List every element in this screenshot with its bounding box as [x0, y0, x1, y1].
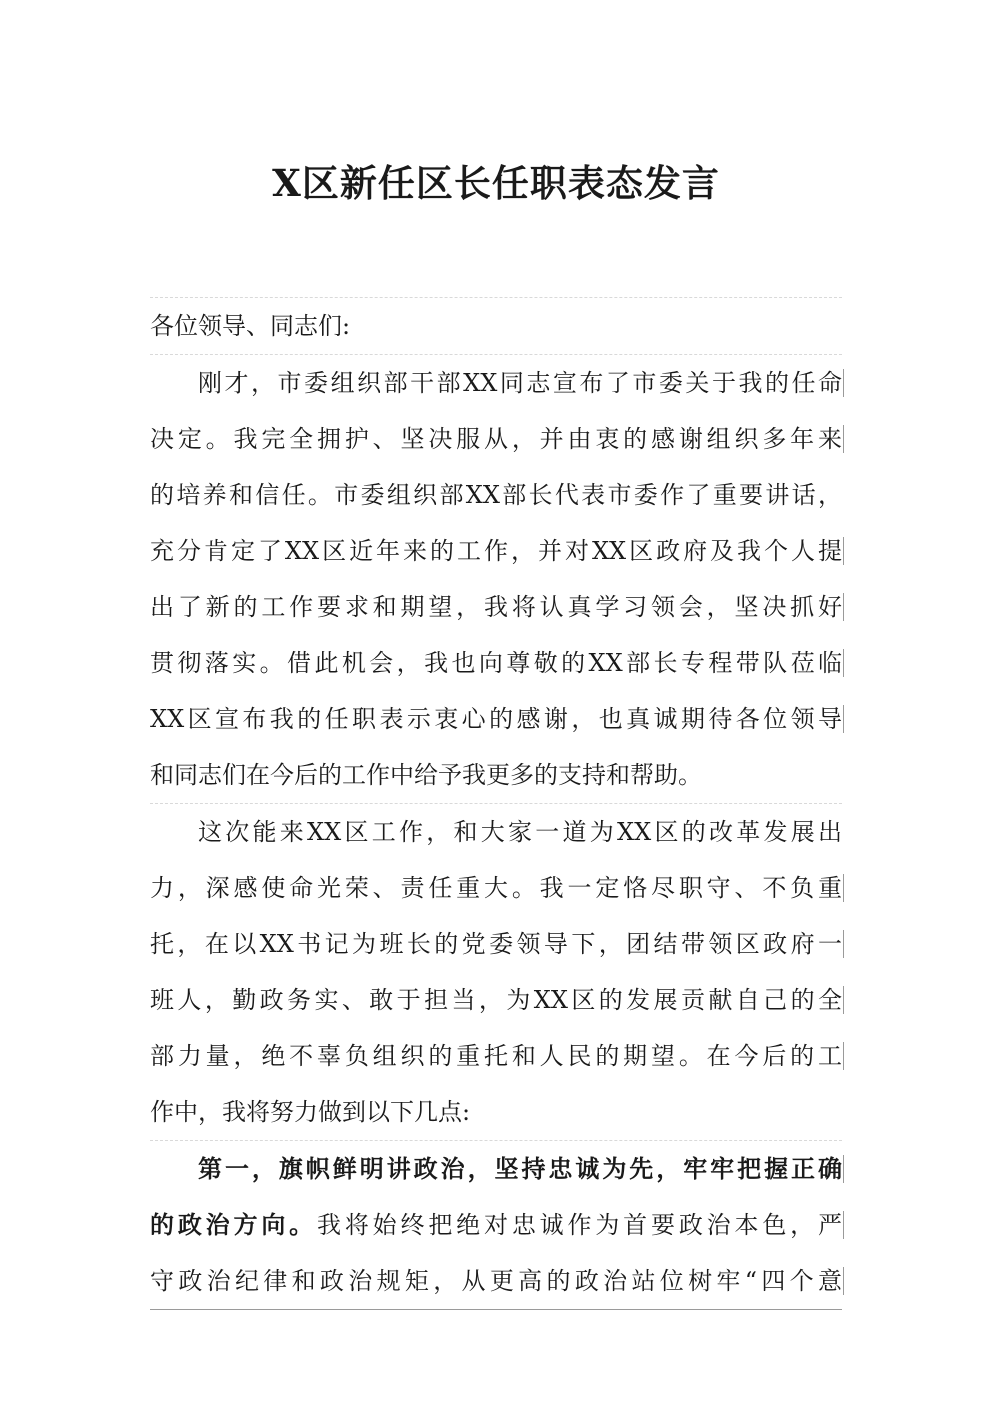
paragraph-line: 力，深感使命光荣、责任重大。我一定恪尽职守、不负重	[150, 860, 842, 916]
paragraph-line: 部力量，绝不辜负组织的重托和人民的期望。在今后的工	[150, 1028, 842, 1084]
document-body	[150, 297, 842, 1310]
paragraph-text: 我将始终把绝对忠诚作为首要政治本色，严	[317, 1211, 842, 1239]
bold-lead-text: 第一，旗帜鲜明讲政治，坚持忠诚为先，牢牢把握正确	[198, 1155, 842, 1183]
paragraph-line: 的培养和信任。市委组织部XX部长代表市委作了重要讲话，	[150, 481, 842, 509]
paragraph-line: 班人，勤政务实、敢于担当，为XX区的发展贡献自己的全	[150, 972, 842, 1028]
document-title: X区新任区长任职表态发言	[272, 161, 720, 205]
bold-lead-text: 的政治方向。	[150, 1211, 317, 1239]
paragraph-1	[150, 355, 842, 804]
paragraph-line: 托，在以XX书记为班长的党委领导下，团结带领区政府一	[150, 916, 842, 972]
paragraph-line: 充分肯定了XX区近年来的工作，并对XX区政府及我个人提	[150, 523, 842, 579]
paragraph-line	[150, 1141, 842, 1197]
paragraph-line: 决定。我完全拥护、坚决服从，并由衷的感谢组织多年来	[150, 411, 842, 467]
paragraph-line: 这次能来XX区工作，和大家一道为XX区的改革发展出	[198, 818, 842, 846]
paragraph-line: 贯彻落实。借此机会，我也向尊敬的XX部长专程带队莅临	[150, 635, 842, 691]
salutation: 各位领导、同志们:	[150, 298, 842, 355]
paragraph-line: 和同志们在今后的工作中给予我更多的支持和帮助。	[150, 761, 702, 789]
paragraph-line: 刚才，市委组织部干部XX同志宣布了市委关于我的任命	[150, 355, 842, 411]
paragraph-line	[150, 1197, 842, 1253]
paragraph-line: 作中，我将努力做到以下几点:	[150, 1098, 471, 1126]
paragraph-line: 出了新的工作要求和期望，我将认真学习领会，坚决抓好	[150, 579, 842, 635]
paragraph-line: 守政治纪律和政治规矩，从更高的政治站位树牢“四个意	[150, 1253, 842, 1309]
paragraph-line: XX区宣布我的任职表示衷心的感谢，也真诚期待各位领导	[150, 691, 842, 747]
paragraph-2	[150, 804, 842, 1141]
paragraph-3	[150, 1141, 842, 1310]
